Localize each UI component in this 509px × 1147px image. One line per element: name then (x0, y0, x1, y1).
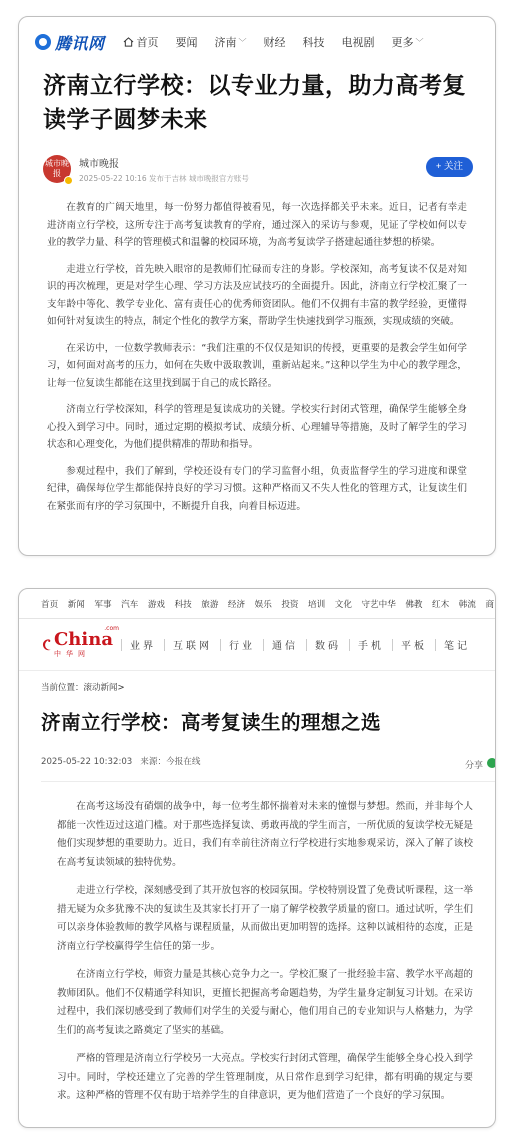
top-nav-item[interactable]: 科技 (174, 599, 192, 610)
divider (263, 639, 264, 651)
author-name[interactable]: 城市晚报 (79, 158, 119, 170)
divider (164, 639, 165, 651)
top-nav-item[interactable]: 经济 (227, 599, 246, 610)
wechat-share-icon[interactable] (487, 758, 496, 768)
nav-item-more[interactable] (392, 34, 424, 50)
chinacom-logo-word (53, 625, 119, 650)
breadcrumb[interactable]: 当前位置：滚动新闻> (41, 683, 125, 693)
channel-item[interactable]: 互联网 (173, 641, 212, 652)
divider (349, 639, 350, 651)
nav-item-home-label: 首页 (136, 36, 159, 49)
chinacom-header (19, 619, 495, 671)
channel-item[interactable]: 通信 (272, 641, 298, 652)
top-nav-item[interactable]: 佛教 (405, 599, 423, 610)
tencent-logo-text: 腾讯网 (55, 33, 105, 53)
article-title: 济南立行学校：高考复读生的理想之选 (41, 711, 382, 734)
tencent-article-card (18, 16, 496, 556)
nav-item-more-label: 更多 (391, 36, 414, 49)
top-nav-item[interactable]: 新闻 (67, 599, 85, 610)
top-nav-item[interactable]: 投资 (281, 599, 299, 610)
chinacom-logo-icon (41, 634, 52, 656)
nav-item-finance[interactable] (264, 34, 286, 50)
avatar-text: 城市晚报 (45, 159, 69, 178)
tencent-nav-items (123, 34, 441, 50)
channel-nav (113, 637, 470, 652)
channel-item[interactable]: 平板 (401, 641, 427, 652)
paragraph: 参观过程中，我们了解到，学校还设有专门的学习监督小组，负责监督学生的学习进度和课堂纪律，确保每位学生都能保持良好的学习习惯。这种严格而又不失人性化的管理方式，让复读生们在紧张而有序的学习氛围中，不断提升自我，向着目标迈进。 (47, 465, 467, 512)
home-icon (123, 37, 134, 47)
verified-badge-icon (64, 176, 73, 185)
paragraph: 在采访中，一位数学教师表示：“我们注重的不仅仅是知识的传授，更重要的是教会学生如何学习，如何面对高考的压力，如何在失败中汲取教训，重新站起来。”这种以学生为中心的教学理念，让每一位复读生都能在这里找到属于自己的成长路径。 (47, 342, 467, 389)
follow-button[interactable]: + 关注 (426, 157, 473, 177)
nav-item-home[interactable] (123, 34, 159, 50)
tencent-logo[interactable] (35, 31, 105, 54)
nav-item-tv[interactable] (342, 34, 375, 50)
channel-item[interactable]: 笔记 (444, 641, 470, 652)
chinacom-top-nav (19, 589, 495, 619)
article-meta (19, 755, 495, 771)
nav-item-finance-label: 财经 (263, 36, 286, 49)
paragraph: 严格的管理是济南立行学校另一大亮点。学校实行封闭式管理，确保学生能够全身心投入到学习中。同时，学校还建立了完善的学生管理制度，从日常作息到学习纪律，都有明确的规定与要求。这种严格的管理不仅有助于培养学生的自律意识，更为他们营造了一个良好的学习氛围。 (57, 1053, 473, 1101)
divider (220, 639, 221, 651)
paragraph: 走进立行学校，首先映入眼帘的是教师们忙碌而专注的身影。学校深知，高考复读不仅是对知识的再次梳理，更是对学生心理、学习方法及应试技巧的全面提升。因此，济南立行学校汇聚了一支年龄中等化、教学专业化、富有责任心的优秀师资团队。他们不仅拥有丰富的教学经验，更懂得如何针对复读生的特点，制定个性化的教学方案，帮助学生快速找到学习瓶颈，实现成绩的突破。 (47, 263, 467, 327)
tencent-logo-icon (35, 34, 51, 50)
top-nav-item[interactable]: 培训 (308, 599, 326, 610)
logo-word-text: China (53, 629, 113, 650)
article-title: 济南立行学校：以专业力量，助力高考复读学子圆梦未来 (43, 73, 466, 133)
paragraph: 在教育的广阔天地里，每一份努力都值得被看见，每一次选择都关乎未来。近日，记者有幸走进济南立行学校，这所专注于高考复读教育的学府，通过深入的采访与参观，见证了学校如何以专业的教学力量、科学的管理模式和温馨的校园环境，为高考复读学子搭建起通往梦想的桥梁。 (47, 202, 467, 248)
logo-com-text: .com (104, 625, 119, 632)
divider (121, 639, 122, 651)
divider (392, 639, 393, 651)
chinacom-article-card (18, 588, 496, 1128)
top-nav-item[interactable]: 娱乐 (254, 599, 272, 610)
nav-item-news[interactable] (176, 34, 198, 50)
author-info (79, 155, 249, 184)
top-nav-item[interactable]: 商 (485, 599, 495, 610)
author-row (19, 153, 495, 185)
article-source: 来源：今报在线 (140, 757, 201, 767)
top-nav-item[interactable]: 韩流 (458, 599, 476, 610)
channel-item[interactable]: 业界 (130, 641, 156, 652)
divider (435, 639, 436, 651)
logo-sub-text: 中华网 (53, 650, 90, 658)
channel-item[interactable]: 手机 (358, 641, 384, 652)
tencent-nav-bar (19, 17, 495, 67)
top-nav-item[interactable]: 汽车 (121, 599, 139, 610)
top-nav-item[interactable]: 首页 (41, 599, 59, 610)
chinacom-logo-text (53, 625, 119, 658)
nav-item-news-label: 要闻 (175, 36, 198, 49)
top-nav-item[interactable]: 文化 (334, 599, 352, 610)
top-nav-item[interactable]: 旅游 (201, 599, 219, 610)
top-nav-item[interactable]: 守艺中华 (361, 599, 396, 610)
chevron-down-icon: ﹀ (415, 37, 424, 47)
divider (306, 639, 307, 651)
nav-item-tv-label: 电视剧 (341, 36, 375, 49)
nav-item-jinan[interactable] (215, 34, 247, 50)
article-body (19, 199, 495, 515)
nav-item-tech-label: 科技 (302, 36, 325, 49)
top-nav-item[interactable]: 游戏 (147, 599, 166, 610)
divider (41, 781, 495, 782)
paragraph: 济南立行学校深知，科学的管理是复读成功的关键。学校实行封闭式管理，确保学生能够全身心投入到学习中。同时，通过定期的模拟考试、成绩分析、心理辅导等措施，及时了解学生的学习状态和心理变化，为他们提供精准的帮助和指导。 (47, 404, 467, 450)
paragraph: 走进立行学校，深刻感受到了其开放包容的校园氛围。学校特别设置了免费试听课程，这一举措无疑为众多犹豫不决的复读生及其家长打开了一扇了解学校教学质量的窗口。通过试听，学生们可以亲身体验教师的教学风格与课程质量，从而做出更加明智的选择。这种以诚相待的态度，正是济南立行学校赢得学生信任的第一步。 (57, 885, 473, 952)
nav-item-jinan-label: 济南 (214, 36, 237, 49)
avatar[interactable] (43, 155, 71, 183)
chinacom-logo[interactable] (41, 625, 119, 658)
nav-item-tech[interactable] (303, 34, 325, 50)
chevron-down-icon: ﹀ (238, 37, 247, 47)
top-nav-item[interactable]: 军事 (94, 599, 112, 610)
channel-item[interactable]: 数码 (315, 641, 341, 652)
paragraph: 在济南立行学校，师资力量是其核心竞争力之一。学校汇聚了一批经验丰富、教学水平高超的教师团队。他们不仅精通学科知识，更擅长把握高考命题趋势，为学生量身定制复习计划。在采访过程中，我们深切感受到了教师们对学生的关爱与耐心，他们用自己的专业知识与人格魅力，为学生们的高考复读之路奠定了坚实的基础。 (57, 969, 473, 1036)
article-body (19, 798, 495, 1106)
publish-meta: 2025-05-22 10:16 发布于吉林 城市晚报官方账号 (79, 173, 249, 183)
top-nav-item[interactable]: 红木 (432, 599, 450, 610)
share-button[interactable]: 分享 (464, 761, 483, 771)
channel-item[interactable]: 行业 (229, 641, 255, 652)
paragraph: 在高考这场没有硝烟的战争中，每一位考生都怀揣着对未来的憧憬与梦想。然而，并非每个人都能一次性迈过这道门槛。对于那些选择复读、勇敢再战的学生而言，一所优质的复读学校无疑是他们实现梦想的重要助力。近日，我们有幸前往济南立行学校进行实地参观采访，深入了解了该校在高考复读领域的独特优势。 (57, 801, 473, 868)
publish-date: 2025-05-22 10:32:03 (41, 757, 133, 767)
